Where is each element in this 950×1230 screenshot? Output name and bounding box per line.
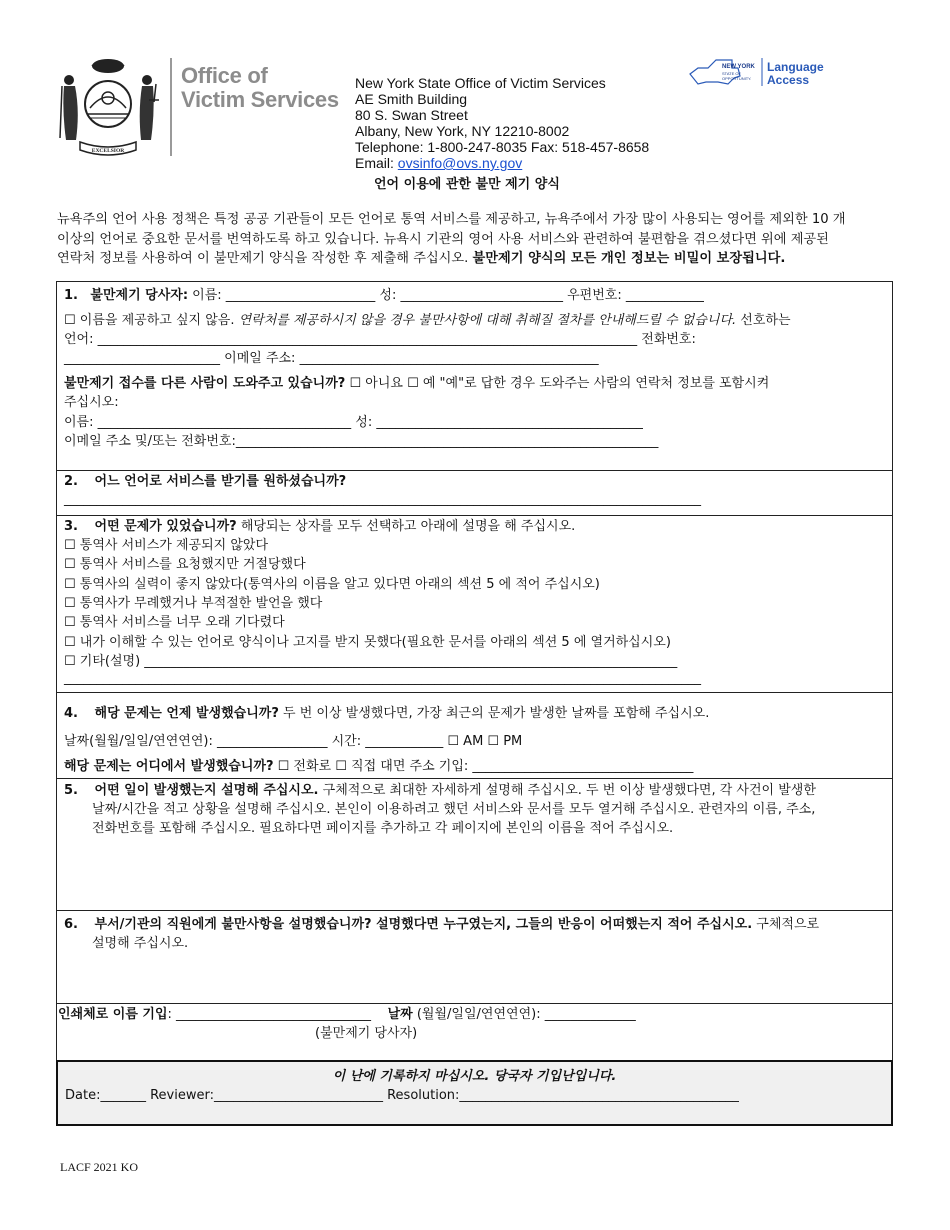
org-name-line2: Victim Services [181, 87, 339, 112]
anonymous-checkbox-label: ☐ 이름을 제공하고 싶지 않음. [64, 313, 239, 328]
section-6-desc-line: 설명해 주십시오. [92, 936, 189, 951]
section-1-header [64, 286, 704, 305]
address-line: Albany, New York, NY 12210-8002 [355, 123, 570, 139]
section-divider [56, 470, 893, 471]
location-options: ☐ 전화로 ☐ 직접 대면 주소 기입: __________________________________ [273, 759, 694, 774]
office-use-box [56, 1060, 893, 1126]
section-5-answer-area[interactable] [60, 840, 888, 906]
intro-paragraph [57, 210, 897, 269]
logo-state-text: NEW YORK [722, 64, 755, 70]
section-3-header [64, 517, 575, 536]
logo-language-text: Language [767, 60, 824, 74]
helper-question-text: 불만제기 접수를 다른 사람이 도와주고 있습니까? [64, 376, 346, 391]
location-question[interactable] [64, 757, 693, 776]
problem-option[interactable]: ☐ 통역사 서비스가 제공되지 않았다 [64, 538, 268, 553]
helper-question[interactable] [64, 374, 769, 393]
section-2-title: 어느 언어로 서비스를 받기를 원하셨습니까? [94, 474, 347, 489]
section-2-header [64, 472, 346, 491]
problem-option[interactable]: ☐ 통역사 서비스를 요청했지만 거절당했다 [64, 557, 306, 572]
anonymous-option[interactable] [64, 311, 791, 330]
section-5-header [64, 781, 816, 800]
problem-option[interactable]: ☐ 통역사의 실력이 좋지 않았다(통역사의 이름을 알고 있다면 아래의 섹션 5 에 적어 주십시오) [64, 577, 600, 592]
complainant-name-fields[interactable]: 이름: _______________________ 성: _________________________ 우편번호: ____________ [188, 288, 704, 303]
office-use-fields: Date:_______ Reviewer:__________________________ Resolution:___________________________________________ [65, 1088, 739, 1103]
section-1-title: 불만제기 당사자: [90, 288, 189, 303]
address-line: Telephone: 1-800-247-8035 Fax: 518-457-8658 [355, 139, 650, 155]
section-divider [56, 910, 893, 911]
email-link[interactable]: ovsinfo@ovs.ny.gov [397, 155, 523, 171]
intro-line: 뉴욕주의 언어 사용 정책은 특정 공공 기관들이 모든 언어로 통역 서비스를 제공하고, 뉴욕주에서 가장 많이 사용되는 영어를 제외한 10 개 [57, 212, 846, 227]
section-number: 5. [64, 783, 78, 798]
language-phone-field[interactable]: 언어: ___________________________________________________________________________________ 전화번호: [64, 332, 696, 347]
org-name-line1: Office of [181, 63, 268, 88]
office-use-title: 이 난에 기록하지 마십시오. 당국자 기입난입니다. [332, 1069, 617, 1084]
problem-option[interactable]: ☐ 통역사 서비스를 너무 오래 기다렸다 [64, 615, 285, 630]
section-number: 2. [64, 474, 78, 489]
sign-date-label: 날짜 [387, 1007, 413, 1022]
signature-caption: (불만제기 당사자) [315, 1026, 418, 1041]
address-block [355, 75, 649, 171]
section-6-answer-area[interactable] [60, 955, 888, 999]
section-6-header [64, 915, 819, 934]
section-3-title: 어떤 문제가 있었습니까? [94, 519, 237, 534]
date-time-field[interactable]: 날짜(월월/일일/연연연연): _________________ 시간: ____________ ☐ AM ☐ PM [64, 734, 523, 749]
header-divider [170, 58, 172, 156]
section-number: 4. [64, 706, 78, 721]
address-line: New York State Office of Victim Services [355, 75, 606, 91]
section-divider [56, 515, 893, 516]
confidentiality-note: 불만제기 양식의 모든 개인 정보는 비밀이 보장됩니다. [472, 251, 786, 266]
preferred-label: 선호하는 [736, 313, 791, 328]
section-6-title: 부서/기관의 직원에게 불만사항을 설명했습니까? 설명했다면 누구였는지, 그들의 반응이 어떠했는지 적어 주십시오. [94, 917, 753, 932]
address-line: AE Smith Building [355, 91, 468, 107]
section-5-desc-line: 날짜/시간을 적고 상황을 설명해 주십시오. 본인이 이용하려고 했던 서비스와 문서를 모두 열거해 주십시오. 관련자의 이름, 주소, [92, 802, 816, 817]
email-field[interactable]: ________________________ 이메일 주소: ______________________________________________ [64, 351, 599, 366]
email-line [355, 155, 649, 171]
section-5-title: 어떤 일이 발생했는지 설명해 주십시오. [94, 783, 319, 798]
print-name-label: 인쇄체로 이름 기입 [58, 1007, 168, 1022]
section-number: 1. [64, 288, 78, 303]
logo-access-text: Access [767, 73, 810, 87]
problem-option[interactable]: ☐ 내가 이해할 수 있는 언어로 양식이나 고지를 받지 못했다(필요한 문서를 아래의 섹션 5 에 열거하십시오) [64, 635, 671, 650]
address-line: 80 S. Swan Street [355, 107, 468, 123]
seal-motto: EXCELSIOR [91, 148, 125, 154]
problem-option[interactable]: ☐ 통역사가 무례했거나 부적절한 발언을 했다 [64, 596, 323, 611]
section-4-header [64, 704, 709, 723]
section-4-title: 해당 문제는 언제 발생했습니까? [94, 706, 279, 721]
location-question-text: 해당 문제는 어디에서 발생했습니까? [64, 759, 274, 774]
intro-line: 이상의 언어로 중요한 문서를 번역하도록 하고 있습니다. 뉴욕시 기관의 영어 사용 서비스와 관련하여 불편함을 겪으셨다면 위에 제공된 [57, 231, 829, 247]
section-number: 3. [64, 519, 78, 534]
preferred-language-field[interactable]: __________________________________________________________________________________________________ [64, 492, 701, 507]
section-divider [56, 692, 893, 693]
problem-other-line[interactable]: __________________________________________________________________________________________________ [64, 671, 701, 686]
intro-text: 연락처 정보를 사용하여 이 불만제기 양식을 작성한 후 제출해 주십시오. [57, 251, 473, 266]
section-5-desc-line: 전화번호를 포함해 주십시오. 필요하다면 페이지를 추가하고 각 페이지에 본인의 이름을 적어 주십시오. [92, 821, 674, 836]
anonymous-warning: 연락처를 제공하시지 않을 경우 불만사항에 대해 취해질 절차를 안내해드릴 수 없습니다. [238, 313, 737, 328]
helper-question-cont: 주십시오: [64, 395, 119, 410]
language-access-logo [688, 54, 828, 92]
sign-date-line: (월월/일일/연연연연): ______________ [412, 1007, 636, 1022]
helper-name-field[interactable]: 이름: _______________________________________ 성: _________________________________________ [64, 415, 643, 430]
helper-options: ☐ 아니요 ☐ 예 "예"로 답한 경우 도와주는 사람의 연락처 정보를 포함시켜 [345, 376, 770, 391]
org-name [181, 64, 339, 112]
email-label: Email: [355, 155, 398, 171]
print-name-line: : ______________________________ [167, 1007, 372, 1022]
section-4-desc: 두 번 이상 발생했다면, 가장 최근의 문제가 발생한 날짜를 포함해 주십시오. [278, 706, 710, 721]
section-3-desc: 해당되는 상자를 모두 선택하고 아래에 설명을 해 주십시오. [236, 519, 576, 534]
problem-option-other[interactable]: ☐ 기타(설명) __________________________________________________________________________________ [64, 654, 678, 669]
print-name-field[interactable] [58, 1005, 636, 1024]
form-code: LACF 2021 KO [60, 1160, 139, 1174]
nys-seal-logo [56, 56, 161, 162]
helper-contact-field[interactable]: 이메일 주소 및/또는 전화번호:_________________________________________________________________ [64, 434, 659, 449]
section-6-desc: 구체적으로 [752, 917, 820, 932]
section-divider [56, 778, 893, 779]
section-5-desc: 구체적으로 최대한 자세하게 설명해 주십시오. 두 번 이상 발생했다면, 각 사건이 발생한 [318, 783, 816, 798]
section-number: 6. [64, 917, 78, 932]
intro-line [57, 249, 897, 269]
logo-state-sub1: STATE OF [722, 71, 741, 76]
form-title: 언어 이용에 관한 불만 제기 양식 [374, 177, 560, 192]
section-divider [56, 1003, 893, 1004]
logo-state-sub2: OPPORTUNITY. [722, 76, 752, 81]
